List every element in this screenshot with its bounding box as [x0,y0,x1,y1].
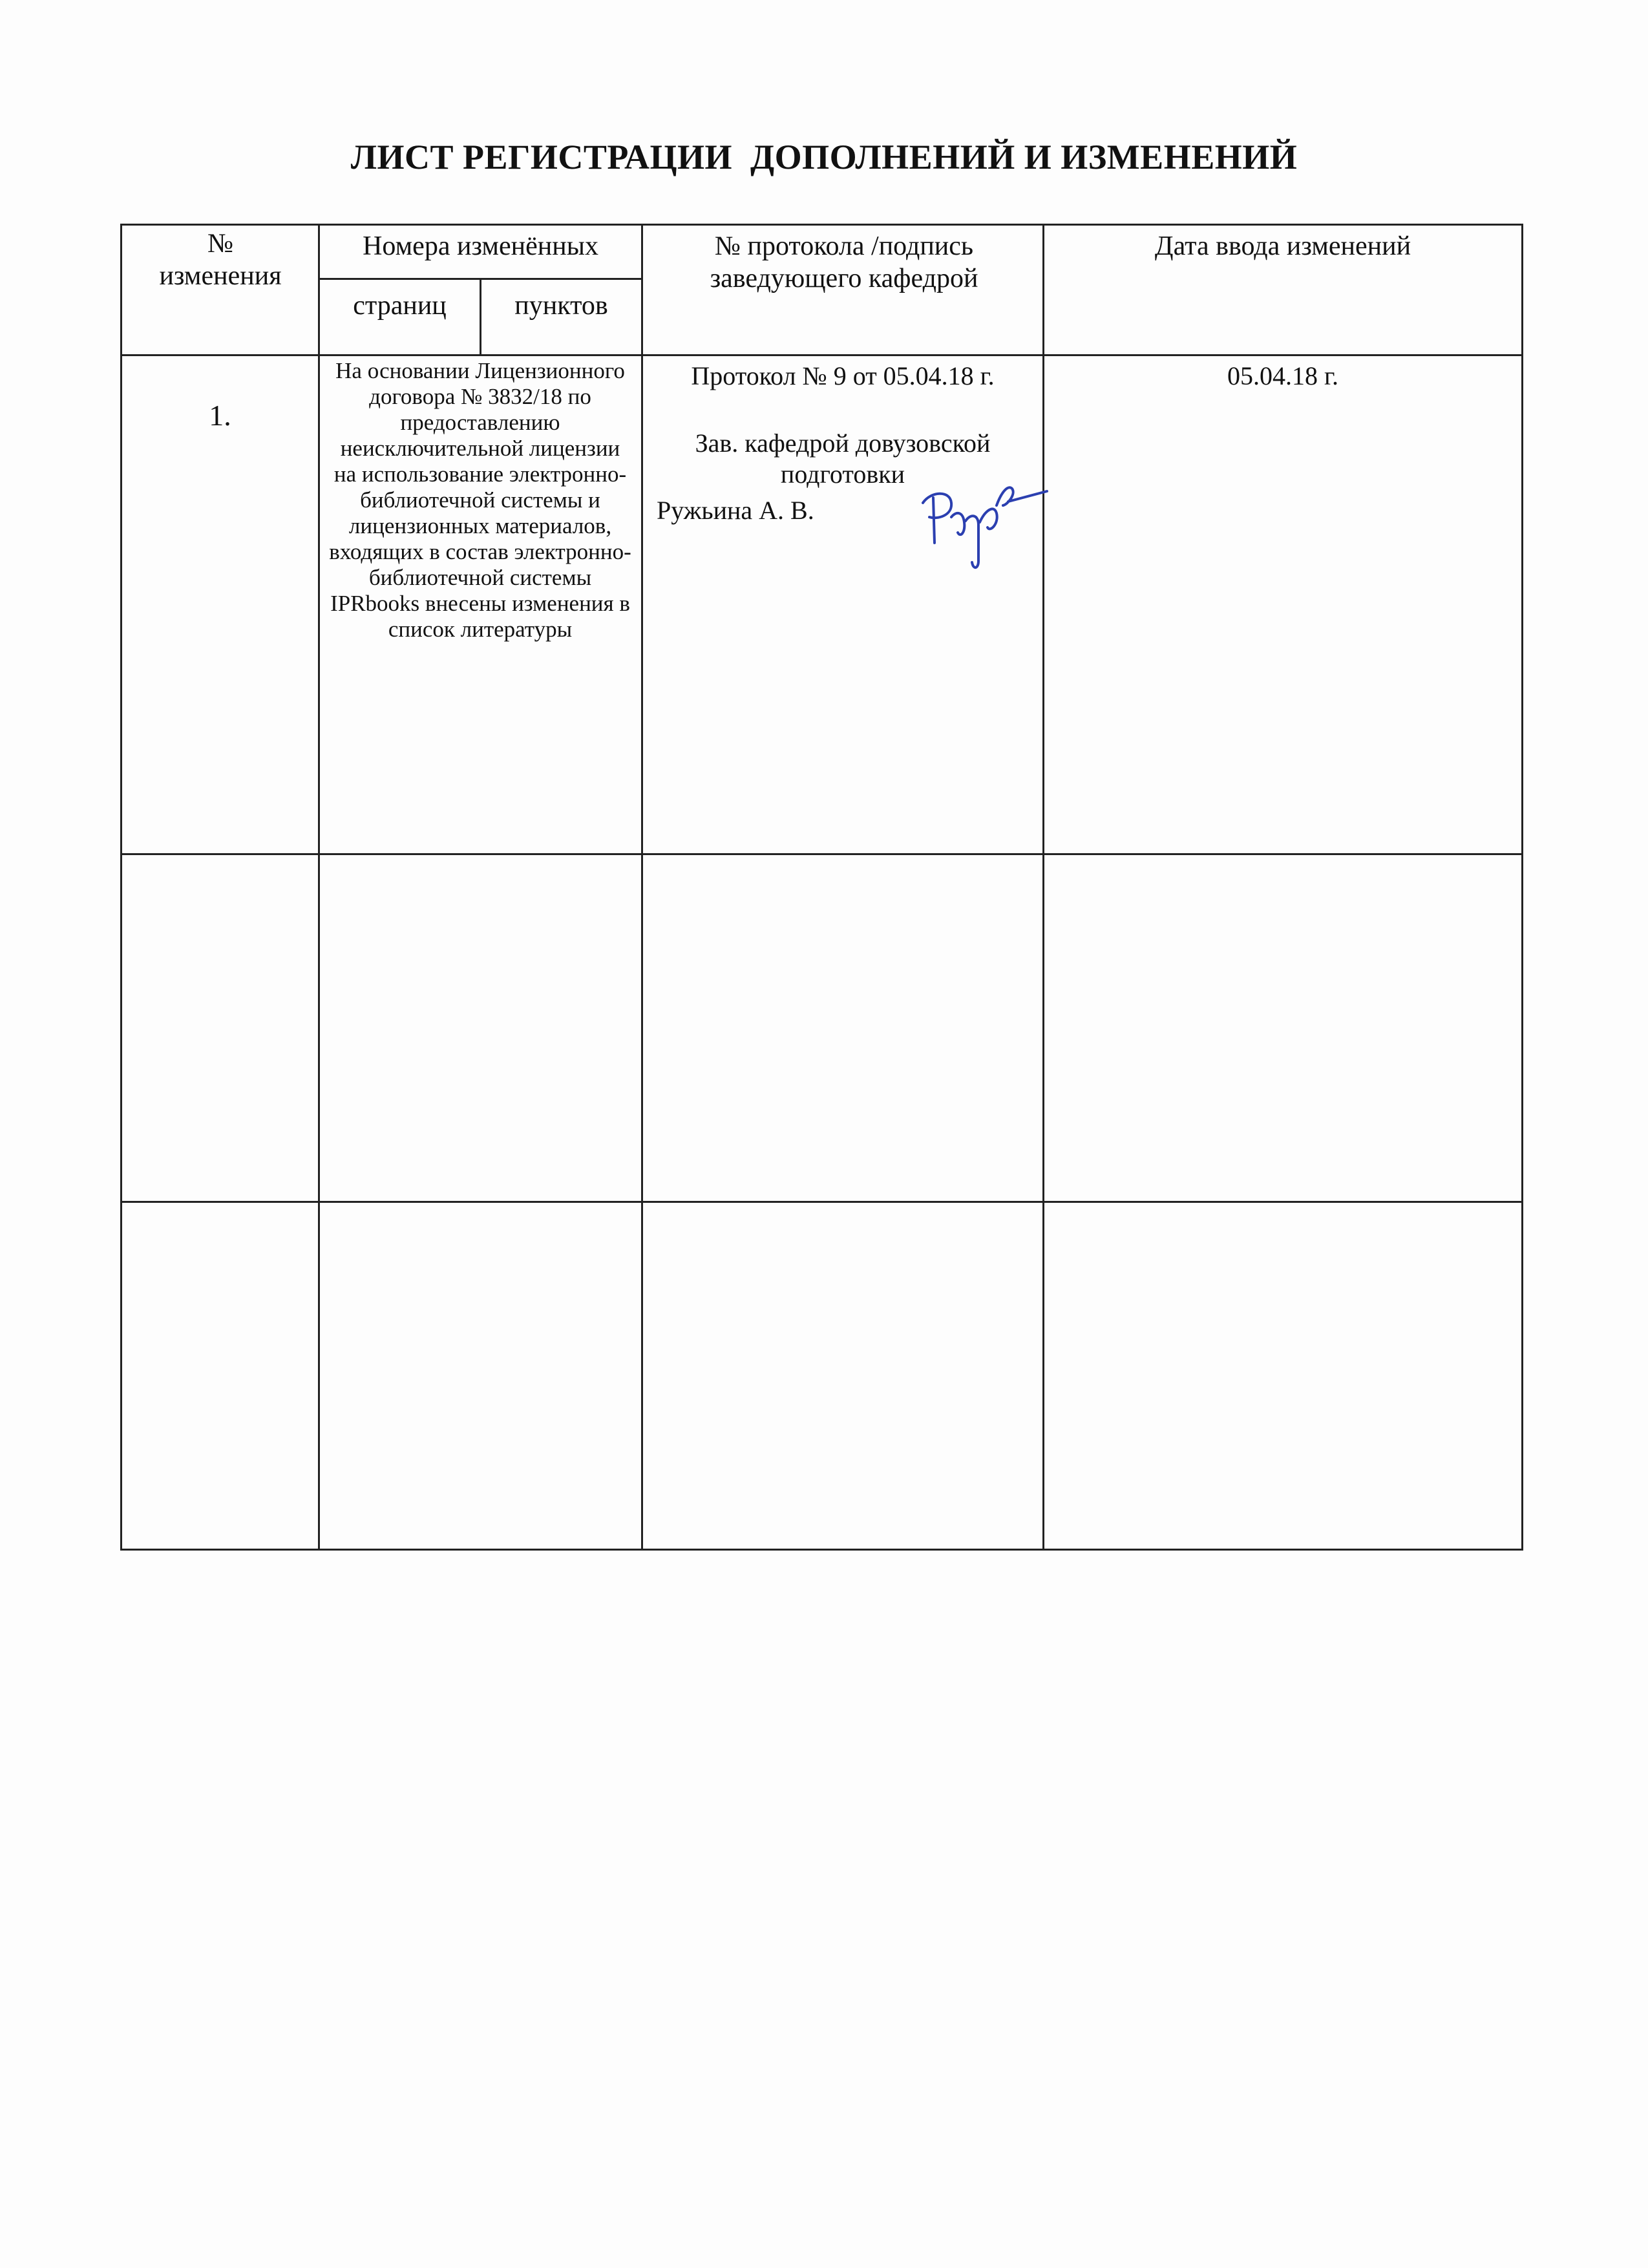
header-protocol-signature: № протокола /подпись заведующего кафедрой [710,231,978,293]
row-1-head-title: Зав. кафедрой довузовской подготовки [695,429,991,489]
header-items: пунктов [514,291,608,321]
changes-registration-table [120,224,1523,1551]
header-entry-date: Дата ввода изменений [1154,231,1411,261]
row-1-head-name: Ружьина А. В. [657,496,814,525]
row-1-protocol-line: Протокол № 9 от 05.04.18 г. [691,361,995,390]
row-2-bottom-divider [120,1201,1523,1203]
header-pages: страниц [353,291,447,321]
column-divider-2 [641,224,643,1551]
subheader-divider [318,278,643,280]
row-1-bottom-divider [120,853,1523,855]
header-change-number: № изменения [159,229,282,291]
row-1-change-number: 1. [209,399,231,432]
column-divider-1 [318,224,320,1551]
table-border-right [1521,224,1523,1551]
row-1-change-description: На основании Лицензионного договора № 3832/18 по предоставлению неисключительной лицензии на использование электронно-библиотечной системы и лицензионных материалов, входящих в состав электронно-библиотечной системы IPRbooks внесены изменения в список литературы [329,358,631,642]
header-changed-numbers: Номера изменённых [363,231,598,261]
row-1-entry-date: 05.04.18 г. [1227,361,1338,390]
column-divider-3 [1042,224,1044,1551]
page-title: ЛИСТ РЕГИСТРАЦИИ ДОПОЛНЕНИЙ И ИЗМЕНЕНИЙ [350,138,1298,176]
handwritten-signature [911,465,1053,582]
header-bottom-divider [120,354,1523,356]
table-border-bottom [120,1549,1523,1551]
table-border-top [120,224,1523,226]
